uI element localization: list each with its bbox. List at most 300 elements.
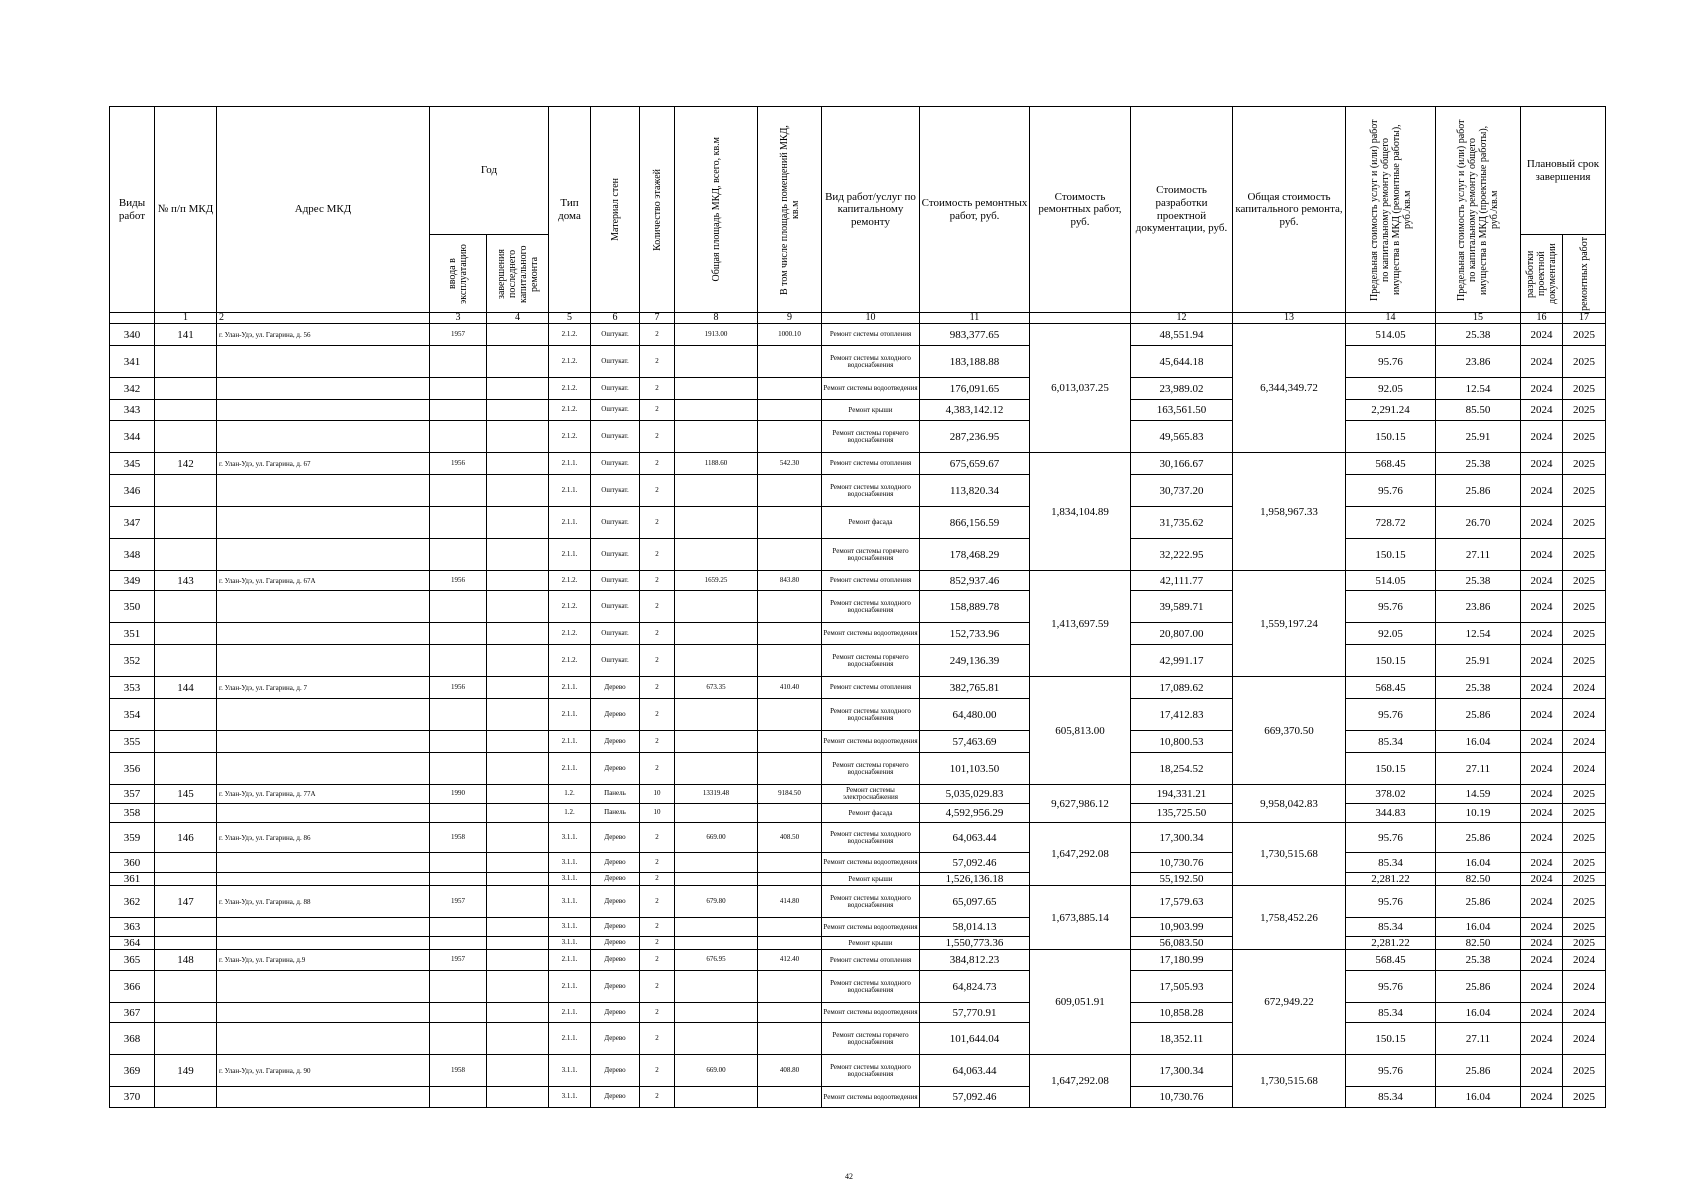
cell-total: 672,949.22 [1233, 950, 1346, 1055]
cell-addr [217, 1023, 430, 1055]
cell-area [675, 539, 758, 571]
cell-year [430, 623, 487, 645]
cell-work: Ремонт системы водоотведения [822, 378, 920, 400]
cell-mat: Оштукат. [591, 475, 640, 507]
cell-year [430, 378, 487, 400]
cell-np: 146 [155, 823, 217, 853]
cell-cost: 4,592,956.29 [920, 804, 1030, 823]
cell-year: 1958 [430, 823, 487, 853]
cell-mat: Оштукат. [591, 591, 640, 623]
cell-p15: 25.91 [1436, 645, 1521, 677]
cell-y17: 2025 [1563, 346, 1606, 378]
cell-mat: Оштукат. [591, 539, 640, 571]
cell-et: 2 [640, 1003, 675, 1023]
cell-et: 2 [640, 873, 675, 886]
cell-mat: Дерево [591, 1087, 640, 1108]
cell-total: 1,958,967.33 [1233, 453, 1346, 571]
cell-tip: 2.1.2. [549, 346, 591, 378]
cell-addr [217, 937, 430, 950]
cell-year-last [487, 731, 549, 753]
cell-addr [217, 1003, 430, 1023]
col-area [675, 107, 758, 313]
col-np: № п/п МКД [155, 107, 217, 313]
cell-y16: 2024 [1521, 571, 1563, 591]
cell-np: 148 [155, 950, 217, 971]
cell-np [155, 378, 217, 400]
cell-p14: 2,281.22 [1346, 873, 1436, 886]
cell-mat: Оштукат. [591, 571, 640, 591]
cell-y16: 2024 [1521, 1087, 1563, 1108]
cell-p14: 85.34 [1346, 1003, 1436, 1023]
table-row [110, 699, 1606, 731]
cell-tip: 3.1.1. [549, 1087, 591, 1108]
cell-et: 2 [640, 1087, 675, 1108]
cell-np [155, 507, 217, 539]
cell-work: Ремонт системы горячего водоснабжения [822, 645, 920, 677]
cell-proj: 17,505.93 [1131, 971, 1233, 1003]
cell-proj: 42,111.77 [1131, 571, 1233, 591]
cell-vid: 362 [110, 886, 155, 918]
cell-y16: 2024 [1521, 400, 1563, 421]
table-row [110, 507, 1606, 539]
cell-cost: 287,236.95 [920, 421, 1030, 453]
cell-cost: 1,550,773.36 [920, 937, 1030, 950]
cell-p15: 25.91 [1436, 421, 1521, 453]
cell-area [675, 645, 758, 677]
table-row [110, 324, 1606, 346]
cell-total: 6,344,349.72 [1233, 324, 1346, 453]
cell-area [675, 623, 758, 645]
cell-mat: Дерево [591, 1003, 640, 1023]
cell-tip: 1.2. [549, 785, 591, 804]
cell-p15: 26.70 [1436, 507, 1521, 539]
col-proj: Стоимость разработки проектной документации, руб. [1131, 107, 1233, 313]
cell-year-last [487, 1023, 549, 1055]
cell-y17: 2025 [1563, 591, 1606, 623]
cell-y17: 2025 [1563, 400, 1606, 421]
cell-tip: 2.1.2. [549, 571, 591, 591]
cell-np [155, 400, 217, 421]
table-row [110, 1003, 1606, 1023]
cell-area-pom [758, 421, 822, 453]
cell-np [155, 475, 217, 507]
cell-area-pom: 412.40 [758, 950, 822, 971]
cell-year-last [487, 873, 549, 886]
cell-cost: 183,188.88 [920, 346, 1030, 378]
cell-p15: 25.86 [1436, 1055, 1521, 1087]
cell-tip: 3.1.1. [549, 937, 591, 950]
cell-addr [217, 853, 430, 873]
cell-y16: 2024 [1521, 918, 1563, 937]
cell-tip: 3.1.1. [549, 853, 591, 873]
cell-y17: 2024 [1563, 971, 1606, 1003]
cell-tip: 2.1.1. [549, 539, 591, 571]
cell-mat: Дерево [591, 950, 640, 971]
cell-et: 2 [640, 571, 675, 591]
col-plan-rem-label: ремонтных работ [1578, 236, 1590, 311]
cell-area-pom [758, 873, 822, 886]
cell-y17: 2025 [1563, 453, 1606, 475]
cell-tip: 3.1.1. [549, 873, 591, 886]
cell-area [675, 421, 758, 453]
cell-et: 2 [640, 918, 675, 937]
cell-et: 2 [640, 950, 675, 971]
cell-work: Ремонт системы горячего водоснабжения [822, 1023, 920, 1055]
cell-p15: 25.86 [1436, 699, 1521, 731]
col-work: Вид работ/услуг по капитальному ремонту [822, 107, 920, 313]
cell-mat: Дерево [591, 823, 640, 853]
cell-p14: 95.76 [1346, 475, 1436, 507]
cell-tip: 1.2. [549, 804, 591, 823]
cell-proj: 10,858.28 [1131, 1003, 1233, 1023]
cell-work: Ремонт системы холодного водоснабжения [822, 699, 920, 731]
cell-mat: Дерево [591, 677, 640, 699]
cell-work: Ремонт системы холодного водоснабжения [822, 971, 920, 1003]
cell-p15: 16.04 [1436, 731, 1521, 753]
cell-year-last [487, 571, 549, 591]
cell-p14: 150.15 [1346, 753, 1436, 785]
cell-work: Ремонт крыши [822, 937, 920, 950]
cell-cost: 4,383,142.12 [920, 400, 1030, 421]
cell-area-pom [758, 753, 822, 785]
cell-y16: 2024 [1521, 623, 1563, 645]
cell-p14: 568.45 [1346, 677, 1436, 699]
cell-year-last [487, 1087, 549, 1108]
cell-area-pom: 1000.10 [758, 324, 822, 346]
cell-year [430, 1087, 487, 1108]
table-row [110, 453, 1606, 475]
cell-et: 10 [640, 804, 675, 823]
col-god-vvoda-label: ввода в эксплуатацию [447, 243, 469, 304]
cell-y16: 2024 [1521, 591, 1563, 623]
table-row [110, 1023, 1606, 1055]
cell-area-pom [758, 853, 822, 873]
cell-y16: 2024 [1521, 539, 1563, 571]
cell-proj: 20,807.00 [1131, 623, 1233, 645]
cell-work: Ремонт системы электроснабжения [822, 785, 920, 804]
table-row [110, 421, 1606, 453]
cell-area [675, 804, 758, 823]
cell-p14: 95.76 [1346, 1055, 1436, 1087]
cell-y16: 2024 [1521, 971, 1563, 1003]
cell-vid: 356 [110, 753, 155, 785]
cell-mat: Дерево [591, 873, 640, 886]
cell-y16: 2024 [1521, 1055, 1563, 1087]
cell-p15: 25.38 [1436, 950, 1521, 971]
cell-mat: Оштукат. [591, 645, 640, 677]
cell-area-pom [758, 378, 822, 400]
cell-year-last [487, 937, 549, 950]
cell-area-pom [758, 731, 822, 753]
cell-proj: 42,991.17 [1131, 645, 1233, 677]
cell-area [675, 591, 758, 623]
cell-year [430, 873, 487, 886]
table-row [110, 853, 1606, 873]
cell-work: Ремонт системы холодного водоснабжения [822, 475, 920, 507]
cell-np [155, 421, 217, 453]
cell-y17: 2025 [1563, 571, 1606, 591]
colnum: 3 [430, 313, 487, 324]
cell-proj: 18,352.11 [1131, 1023, 1233, 1055]
cell-year: 1957 [430, 950, 487, 971]
cell-y17: 2025 [1563, 645, 1606, 677]
colnum: 9 [758, 313, 822, 324]
cell-area [675, 1003, 758, 1023]
cell-year [430, 753, 487, 785]
cell-y17: 2024 [1563, 950, 1606, 971]
cell-p14: 92.05 [1346, 623, 1436, 645]
cell-year-last [487, 950, 549, 971]
cell-area-pom [758, 645, 822, 677]
table-header [110, 107, 1606, 324]
cell-work: Ремонт системы водоотведения [822, 853, 920, 873]
cell-year [430, 971, 487, 1003]
cell-y16: 2024 [1521, 785, 1563, 804]
cell-vid: 345 [110, 453, 155, 475]
table-row [110, 1055, 1606, 1087]
cell-year-last [487, 475, 549, 507]
col-god-vvoda [430, 235, 487, 313]
cell-y17: 2025 [1563, 475, 1606, 507]
cell-tip: 2.1.1. [549, 475, 591, 507]
cell-year: 1957 [430, 324, 487, 346]
cell-tip: 2.1.1. [549, 1003, 591, 1023]
cell-mat: Дерево [591, 753, 640, 785]
cell-np: 143 [155, 571, 217, 591]
cell-p15: 25.38 [1436, 677, 1521, 699]
cell-addr: г. Улан-Удэ, ул. Гагарина, д. 77А [217, 785, 430, 804]
cell-work: Ремонт системы холодного водоснабжения [822, 346, 920, 378]
cell-cost: 57,092.46 [920, 853, 1030, 873]
cell-year [430, 1023, 487, 1055]
cell-area [675, 971, 758, 1003]
cell-vid: 341 [110, 346, 155, 378]
colnum: 17 [1563, 313, 1606, 324]
cell-work: Ремонт системы горячего водоснабжения [822, 421, 920, 453]
cell-addr: г. Улан-Удэ, ул. Гагарина, д. 88 [217, 886, 430, 918]
cell-y17: 2025 [1563, 1055, 1606, 1087]
colnum: 13 [1233, 313, 1346, 324]
cell-area: 679.80 [675, 886, 758, 918]
cell-y17: 2024 [1563, 753, 1606, 785]
cell-np: 147 [155, 886, 217, 918]
cell-year [430, 421, 487, 453]
cell-tip: 3.1.1. [549, 886, 591, 918]
cell-year [430, 918, 487, 937]
cell-cost: 65,097.65 [920, 886, 1030, 918]
cell-cost: 57,770.91 [920, 1003, 1030, 1023]
cell-area: 1188.60 [675, 453, 758, 475]
cell-et: 2 [640, 677, 675, 699]
cell-y16: 2024 [1521, 475, 1563, 507]
cell-tip: 2.1.2. [549, 378, 591, 400]
cell-et: 2 [640, 346, 675, 378]
cell-area: 1659.25 [675, 571, 758, 591]
cell-area [675, 507, 758, 539]
cell-tip: 2.1.1. [549, 971, 591, 1003]
table-row [110, 645, 1606, 677]
cell-mat: Дерево [591, 1055, 640, 1087]
col-area-label: Общая площадь МКД, всего, кв.м [710, 137, 722, 282]
colnum: 12 [1131, 313, 1233, 324]
table-row [110, 804, 1606, 823]
table-row [110, 886, 1606, 918]
table-row [110, 731, 1606, 753]
cell-y16: 2024 [1521, 1003, 1563, 1023]
cell-year-last [487, 507, 549, 539]
cell-p15: 27.11 [1436, 1023, 1521, 1055]
cell-tip: 3.1.1. [549, 918, 591, 937]
cell-year-last [487, 453, 549, 475]
cell-area [675, 853, 758, 873]
cell-vid: 354 [110, 699, 155, 731]
cell-total: 1,730,515.68 [1233, 823, 1346, 886]
cell-y16: 2024 [1521, 950, 1563, 971]
colnum: 4 [487, 313, 549, 324]
cell-addr: г. Улан-Удэ, ул. Гагарина, д. 67А [217, 571, 430, 591]
cell-np: 141 [155, 324, 217, 346]
cell-total: 1,559,197.24 [1233, 571, 1346, 677]
cell-addr [217, 1087, 430, 1108]
cell-area [675, 378, 758, 400]
cell-vid: 350 [110, 591, 155, 623]
cell-p14: 2,291.24 [1346, 400, 1436, 421]
cell-p15: 23.86 [1436, 591, 1521, 623]
cell-year [430, 937, 487, 950]
cell-mat: Дерево [591, 731, 640, 753]
cell-work: Ремонт фасада [822, 507, 920, 539]
col-mat-label: Материал стен [609, 178, 621, 241]
table-row [110, 571, 1606, 591]
cell-tip: 2.1.1. [549, 1023, 591, 1055]
cell-vid: 359 [110, 823, 155, 853]
cell-p14: 728.72 [1346, 507, 1436, 539]
table-row [110, 475, 1606, 507]
cell-proj: 31,735.62 [1131, 507, 1233, 539]
cell-et: 2 [640, 699, 675, 731]
col-vid: Виды работ [110, 107, 155, 313]
cell-mat: Дерево [591, 937, 640, 950]
cell-mat: Панель [591, 785, 640, 804]
cell-np [155, 804, 217, 823]
cell-area: 673.35 [675, 677, 758, 699]
cell-et: 2 [640, 753, 675, 785]
col-area-pom-label: В том числе площадь помещений МКД, кв.м [778, 124, 801, 295]
cell-p14: 95.76 [1346, 886, 1436, 918]
cell-year-last [487, 645, 549, 677]
cell-vid: 357 [110, 785, 155, 804]
cell-p15: 12.54 [1436, 378, 1521, 400]
cell-et: 2 [640, 731, 675, 753]
cell-vid: 348 [110, 539, 155, 571]
cell-mat: Оштукат. [591, 346, 640, 378]
cell-vid: 368 [110, 1023, 155, 1055]
cell-tip: 2.1.1. [549, 950, 591, 971]
cell-work: Ремонт системы отопления [822, 571, 920, 591]
cell-y17: 2025 [1563, 421, 1606, 453]
cell-proj: 17,180.99 [1131, 950, 1233, 971]
cell-p15: 25.38 [1436, 453, 1521, 475]
cell-work: Ремонт крыши [822, 400, 920, 421]
col-god-zav [487, 235, 549, 313]
cell-p15: 25.86 [1436, 971, 1521, 1003]
cell-y16: 2024 [1521, 346, 1563, 378]
cell-area: 669.00 [675, 1055, 758, 1087]
cell-proj: 17,300.34 [1131, 1055, 1233, 1087]
cell-area: 676.95 [675, 950, 758, 971]
cell-proj: 10,730.76 [1131, 1087, 1233, 1108]
cell-cost: 5,035,029.83 [920, 785, 1030, 804]
table-row [110, 918, 1606, 937]
cell-total: 1,758,452.26 [1233, 886, 1346, 950]
cell-mat: Дерево [591, 699, 640, 731]
cell-vid: 347 [110, 507, 155, 539]
cell-year-last [487, 378, 549, 400]
cell-y17: 2025 [1563, 539, 1606, 571]
cell-vid: 367 [110, 1003, 155, 1023]
cell-work: Ремонт системы водоотведения [822, 1003, 920, 1023]
cell-area-pom [758, 699, 822, 731]
cell-p14: 150.15 [1346, 421, 1436, 453]
cell-mat: Дерево [591, 1023, 640, 1055]
cell-area [675, 873, 758, 886]
cell-y16: 2024 [1521, 645, 1563, 677]
cell-p14: 514.05 [1346, 571, 1436, 591]
cell-area [675, 1023, 758, 1055]
page-number: 42 [845, 1172, 853, 1181]
cell-et: 2 [640, 591, 675, 623]
cell-addr [217, 591, 430, 623]
cell-proj: 39,589.71 [1131, 591, 1233, 623]
table-row [110, 753, 1606, 785]
cell-area-pom [758, 1087, 822, 1108]
cell-y17: 2025 [1563, 324, 1606, 346]
cell-proj: 49,565.83 [1131, 421, 1233, 453]
cell-addr [217, 645, 430, 677]
cell-area-pom [758, 591, 822, 623]
cell-proj: 17,300.34 [1131, 823, 1233, 853]
cell-y16: 2024 [1521, 421, 1563, 453]
colnum: 5 [549, 313, 591, 324]
cell-cost: 57,092.46 [920, 1087, 1030, 1108]
cell-np [155, 623, 217, 645]
cell-tip: 2.1.2. [549, 591, 591, 623]
cell-p15: 25.86 [1436, 475, 1521, 507]
cell-vid: 353 [110, 677, 155, 699]
colnum [110, 313, 155, 324]
cell-y16: 2024 [1521, 378, 1563, 400]
cell-area [675, 1087, 758, 1108]
table-row [110, 1087, 1606, 1108]
cell-total: 1,730,515.68 [1233, 1055, 1346, 1108]
cell-y16: 2024 [1521, 853, 1563, 873]
col-pred-pr [1436, 107, 1521, 313]
table-row [110, 400, 1606, 421]
cell-work: Ремонт системы отопления [822, 677, 920, 699]
cell-y17: 2025 [1563, 623, 1606, 645]
cell-p15: 16.04 [1436, 918, 1521, 937]
cell-np [155, 539, 217, 571]
cell-y16: 2024 [1521, 937, 1563, 950]
cell-tip: 2.1.2. [549, 623, 591, 645]
cell-mat: Оштукат. [591, 400, 640, 421]
cell-addr [217, 400, 430, 421]
cell-p15: 27.11 [1436, 539, 1521, 571]
cell-tip: 2.1.2. [549, 400, 591, 421]
cell-proj: 55,192.50 [1131, 873, 1233, 886]
cell-y17: 2025 [1563, 823, 1606, 853]
repair-table [109, 106, 1606, 1108]
